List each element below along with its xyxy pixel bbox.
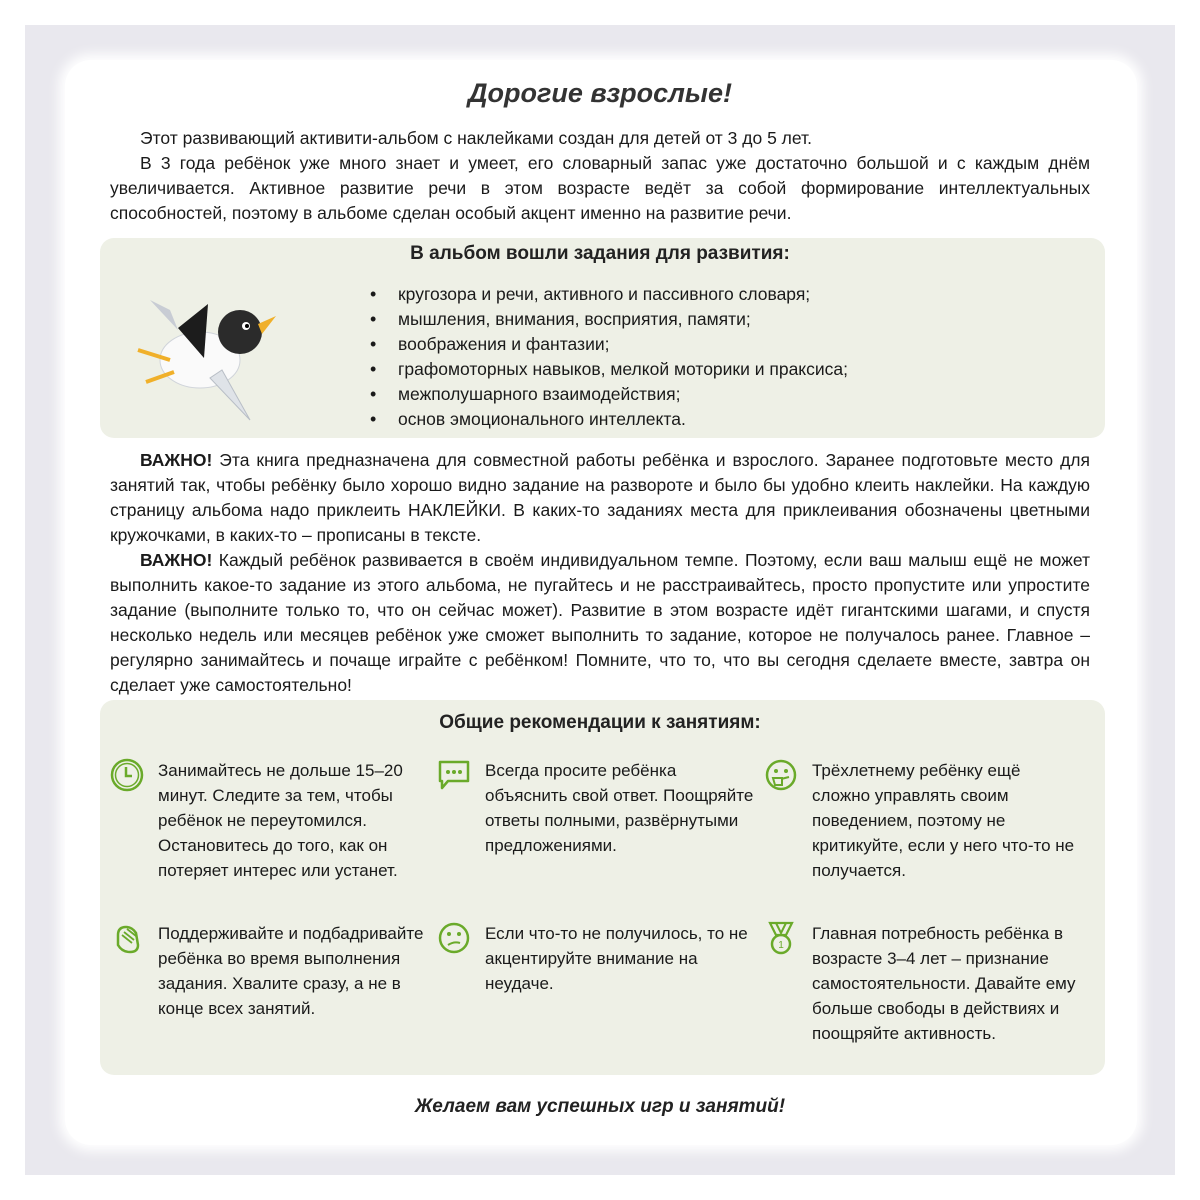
recommendations-heading: Общие рекомендации к занятиям: [439,712,761,733]
list-item: • графомоторных навыков, мелкой моторики и праксиса; [370,357,848,382]
intro-paragraph-1: Этот развивающий активити-альбом с наклейками создан для детей от 3 до 5 лет. [140,128,812,148]
tip-text: Поддерживайте и подбадривайте ребёнка во время выполнения задания. Хвалите сразу, а не в конце всех занятий. [158,924,424,1018]
important-paragraph-1: ВАЖНО! Эта книга предназначена для совместной работы ребёнка и взрослого. Заранее подготовьте место для занятий так, чтобы ребёнку было хорошо видно задание на развороте и было бы удобно клеить наклейки. На каждую страницу альбома надо приклеить НАКЛЕЙКИ. В каких-то заданиях места для приклеивания обозначены цветными кружочками, в каких-то – прописаны в тексте. [110,450,1090,545]
tip-text: Если что-то не получилось, то не акцентируйте внимание на неудаче. [485,924,748,993]
development-heading: В альбом вошли задания для развития: [410,243,790,264]
intro-section [110,126,1090,226]
closing-text: Желаем вам успешных игр и занятий! [414,1096,786,1117]
tip-text: Главная потребность ребёнка в возрасте 3–4 лет – признание самостоятельности. Давайте ему больше свободы в действиях и поощряйте активность. [812,924,1076,1043]
list-item: • основ эмоционального интеллекта. [370,407,848,432]
clock-icon [110,758,144,792]
list-item: • мышления, внимания, восприятия, памяти; [370,307,848,332]
intro-paragraph-2: В 3 года ребёнок уже много знает и умеет, его словарный запас уже достаточно большой и с каждым днём увеличивается. Активное развитие речи в этом возрасте ведёт за собой формирование интеллектуальных способностей, поэтому в альбоме сделан особый акцент именно на развитие речи. [110,153,1090,223]
page-title: Дорогие взрослые! [468,78,732,108]
list-item: • межполушарного взаимодействия; [370,382,848,407]
confused-face-icon [437,921,471,955]
bird-illustration [130,290,280,430]
svg-text:1: 1 [778,940,784,951]
list-item: • воображения и фантазии; [370,332,848,357]
important-section [110,448,1090,698]
medal-icon [764,921,798,955]
important-label: ВАЖНО! [140,450,213,470]
thinking-face-icon [764,758,798,792]
development-list [370,282,848,432]
clapping-hands-icon [110,921,144,955]
list-item: • кругозора и речи, активного и пассивного словаря; [370,282,848,307]
tip-text: Занимайтесь не дольше 15–20 минут. Следите за тем, чтобы ребёнок не переутомился. Остановитесь до того, как он потеряет интерес или устанет. [158,761,403,880]
speech-bubble-icon [437,758,471,792]
tip-text: Всегда просите ребёнка объяснить свой ответ. Поощряйте ответы полными, развёрнутыми предложениями. [485,761,754,855]
tip-text: Трёхлетнему ребёнку ещё сложно управлять своим поведением, поэтому не критикуйте, если у него что-то не получается. [812,761,1075,880]
important-label: ВАЖНО! [140,550,213,570]
important-paragraph-2: ВАЖНО! Каждый ребёнок развивается в своём индивидуальном темпе. Поэтому, если ваш малыш ещё не может выполнить какое-то задание из этого альбома, не пугайтесь и не расстраивайтесь, просто пропустите или упростите задание (выполните только то, что он сейчас может). Развитие в этом возрасте идёт гигантскими шагами, и спустя несколько недель или месяцев ребёнок уже сможет выполнить то задание, которое не получалось ранее. Главное – регулярно занимайтесь и почаще играйте с ребёнком! Помните, что то, что вы сегодня сделаете вместе, завтра он сделает уже самостоятельно! [110,550,1090,695]
